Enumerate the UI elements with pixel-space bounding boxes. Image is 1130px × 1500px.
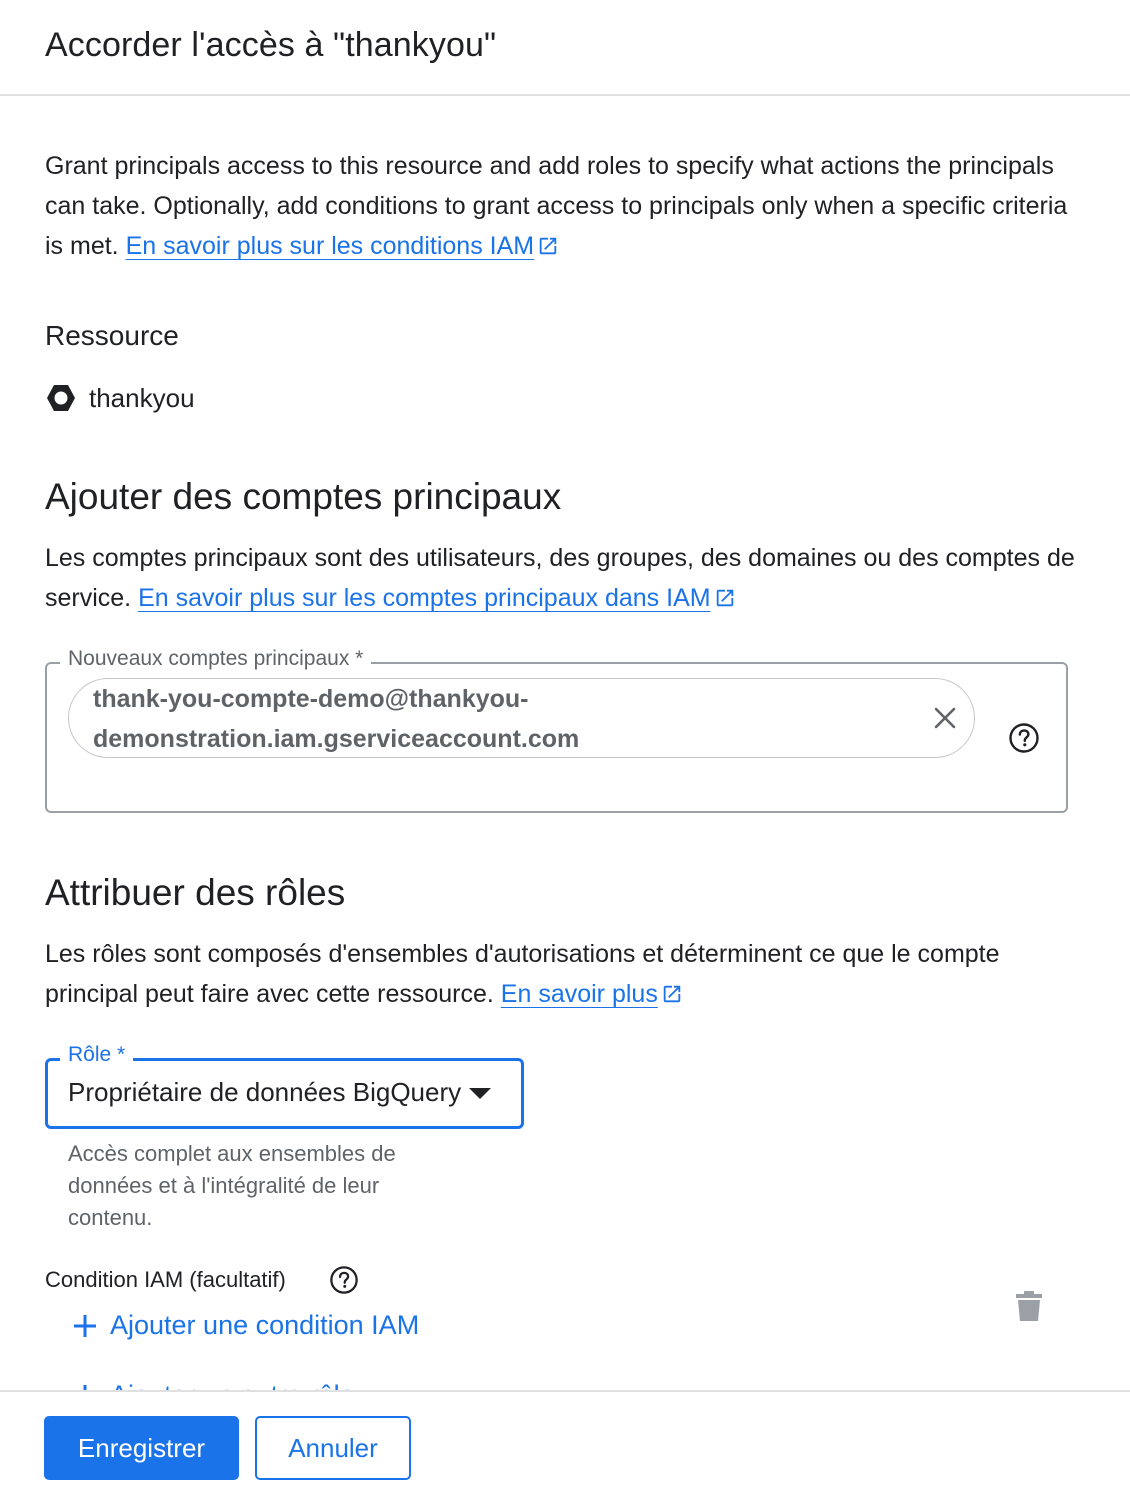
- iam-conditions-link-label: En savoir plus sur les conditions IAM: [125, 232, 535, 260]
- save-button[interactable]: Enregistrer: [44, 1416, 239, 1480]
- dialog-footer: [0, 1390, 1130, 1500]
- new-principals-label: Nouveaux comptes principaux *: [60, 647, 371, 671]
- principals-paragraph: [45, 538, 1075, 618]
- role-description: Accès complet aux ensembles de données et à l'intégralité de leur contenu.: [68, 1141, 396, 1230]
- remove-chip-close-icon[interactable]: [930, 703, 960, 733]
- role-select-value: Propriétaire de données BigQuery: [68, 1077, 462, 1107]
- add-iam-condition-label: Ajouter une condition IAM: [110, 1310, 420, 1340]
- resource-name: thankyou: [89, 382, 195, 413]
- roles-heading: Attribuer des rôles: [45, 872, 346, 913]
- principals-heading: Ajouter des comptes principaux: [45, 476, 562, 517]
- condition-help-icon[interactable]: [328, 1264, 360, 1296]
- roles-learn-more-link[interactable]: [501, 980, 658, 1008]
- roles-description: Les rôles sont composés d'ensembles d'autorisations et déterminent ce que le compte principal peut faire avec cette ressource.: [45, 940, 1000, 1008]
- resource-heading: Ressource: [45, 320, 179, 351]
- iam-conditions-link[interactable]: [126, 232, 535, 260]
- principals-learn-more-label: En savoir plus sur les comptes principaux dans IAM: [138, 584, 711, 612]
- principal-chip[interactable]: [68, 678, 975, 758]
- dropdown-arrow-icon: [469, 1088, 491, 1099]
- dialog-body[interactable]: [0, 96, 1130, 1390]
- principals-description: Les comptes principaux sont des utilisateurs, des groupes, des domaines ou des comptes de service.: [45, 544, 1075, 612]
- roles-learn-more-label: En savoir plus: [500, 980, 658, 1008]
- role-select[interactable]: [45, 1058, 524, 1129]
- principal-chip-line1: thank-you-compte-demo@thankyou-: [93, 685, 529, 713]
- cancel-button[interactable]: Annuler: [255, 1416, 411, 1480]
- delete-role-trash-icon[interactable]: [1015, 1290, 1043, 1322]
- roles-paragraph: [45, 934, 1075, 1014]
- project-hexagon-icon: [45, 382, 77, 414]
- dialog-header: [0, 0, 1130, 96]
- principals-learn-more-link[interactable]: [138, 584, 710, 612]
- add-iam-condition-button[interactable]: [72, 1310, 419, 1341]
- role-label: Rôle *: [60, 1043, 133, 1067]
- iam-condition-label: Condition IAM (facultatif): [45, 1267, 286, 1292]
- intro-paragraph: [45, 146, 1075, 266]
- principal-chip-text: [93, 679, 913, 759]
- external-link-icon: [714, 587, 736, 609]
- dialog-title: Accorder l'accès à "thankyou": [45, 26, 497, 64]
- external-link-icon: [661, 983, 683, 1005]
- external-link-icon: [537, 235, 559, 257]
- plus-icon: [72, 1313, 98, 1339]
- intro-text: Grant principals access to this resource and add roles to specify what actions the principals can take. Optionally, add conditions to grant access to principals only when a specific criteria is met.: [45, 152, 1068, 260]
- principal-chip-line2: demonstration.iam.gserviceaccount.com: [93, 725, 580, 753]
- resource-row: [45, 378, 195, 418]
- principals-help-icon[interactable]: [1007, 721, 1041, 755]
